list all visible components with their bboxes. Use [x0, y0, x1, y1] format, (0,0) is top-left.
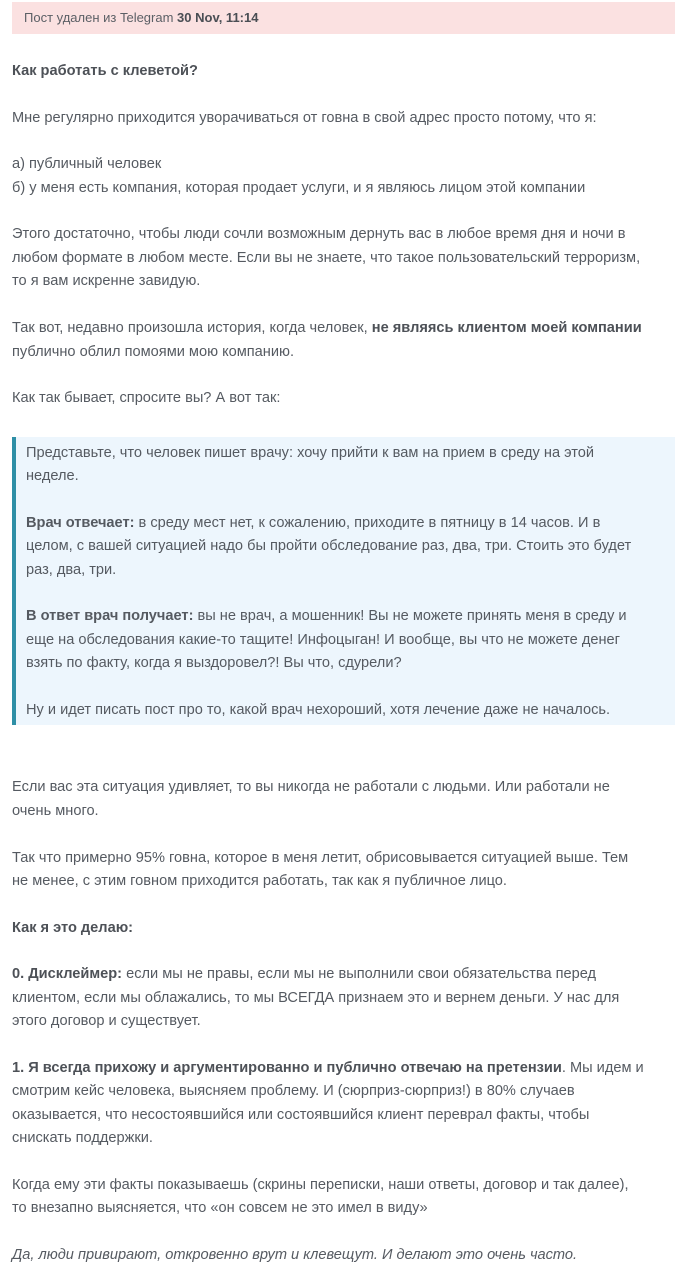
paragraph-line: клиентом, если мы облажались, то мы ВСЕГДА признаем это и вернем деньги. У нас для: [12, 990, 620, 1006]
quote-line: раз, два, три.: [26, 562, 117, 578]
list-item-a: а) публичный человек: [12, 156, 162, 172]
paragraph-line: 1. Я всегда прихожу и аргументированно и публично отвечаю на претензии. Мы идем и: [12, 1060, 644, 1076]
quote-line: еще на обследования какие-то тащите! Инфоцыган! И вообще, вы что не можете денег: [26, 632, 620, 648]
paragraph-line: Так что примерно 95% говна, которое в меня летит, обрисовывается ситуацией выше. Тем: [12, 850, 629, 866]
quote-line: взять по факту, когда я выздоровел?! Вы что, сдурели?: [26, 655, 402, 671]
doctor-receives-label: В ответ врач получает:: [26, 608, 194, 624]
paragraph-line: Если вас эта ситуация удивляет, то вы никогда не работали с людьми. Или работали не: [12, 779, 610, 795]
paragraph-question: Как так бывает, спросите вы? А вот так:: [12, 390, 281, 406]
list-item-b: б) у меня есть компания, которая продает услуги, и я являюсь лицом этой компании: [12, 180, 586, 196]
quote-line: Ну и идет писать пост про то, какой врач нехороший, хотя лечение даже не началось.: [26, 702, 611, 718]
quote-line: Представьте, что человек пишет врачу: хочу прийти к вам на прием в среду на этой: [26, 445, 595, 461]
paragraph-line: снискать поддержки.: [12, 1130, 153, 1146]
quote-line: целом, с вашей ситуацией надо бы пройти обследование раз, два, три. Стоить это будет: [26, 538, 632, 554]
paragraph-line: смотрим кейс человека, выясняем проблему. И (сюрприз-сюрприз!) в 80% случаев: [12, 1083, 575, 1099]
banner-text: Пост удален из Telegram: [24, 10, 178, 25]
quote-line: Врач отвечает: в среду мест нет, к сожалению, приходите в пятницу в 14 часов. И в: [26, 515, 601, 531]
banner-date: 30 Nov, 11:14: [177, 10, 259, 25]
bold-phrase: не являясь клиентом моей компании: [371, 320, 642, 336]
quote-line: В ответ врач получает: вы не врач, а мошенник! Вы не можете принять меня в среду и: [26, 608, 627, 624]
paragraph-line: 0. Дисклеймер: если мы не правы, если мы не выполнили свои обязательства перед: [12, 966, 597, 982]
quote-line: неделе.: [26, 468, 79, 484]
paragraph-line: то внезапно выясняется, что «он совсем не это имел в виду»: [12, 1200, 428, 1216]
section-heading: Как я это делаю:: [12, 920, 134, 936]
paragraph-line: публично облил помоями мою компанию.: [12, 344, 295, 360]
paragraph-line: любом формате в любом месте. Если вы не знаете, что такое пользовательский терроризм,: [12, 250, 641, 266]
paragraph-line: оказывается, что несостоявшийся или состоявшийся клиент переврал факты, чтобы: [12, 1107, 590, 1123]
italic-conclusion: Да, люди привирают, откровенно врут и клевещут. И делают это очень часто.: [12, 1247, 578, 1263]
paragraph-line: то я вам искренне завидую.: [12, 273, 201, 289]
deleted-post-banner: [12, 2, 675, 34]
disclaimer-label: 0. Дисклеймер:: [12, 966, 123, 982]
paragraph-line: Так вот, недавно произошла история, когда человек, не являясь клиентом моей компании: [12, 320, 642, 336]
quote-block: [12, 437, 675, 725]
paragraph-line: этого договор и существует.: [12, 1013, 201, 1029]
doctor-reply-label: Врач отвечает:: [26, 515, 135, 531]
paragraph-line: очень много.: [12, 803, 99, 819]
paragraph-intro: Мне регулярно приходится уворачиваться от говна в свой адрес просто потому, что я:: [12, 110, 597, 126]
paragraph-line: Когда ему эти факты показываешь (скрины переписки, наши ответы, договор и так далее),: [12, 1177, 629, 1193]
article-heading: Как работать с клеветой?: [12, 63, 198, 79]
paragraph-line: не менее, с этим говном приходится работать, так как я публичное лицо.: [12, 873, 507, 889]
paragraph-line: Этого достаточно, чтобы люди сочли возможным дернуть вас в любое время дня и ночи в: [12, 226, 626, 242]
step-one-label: 1. Я всегда прихожу и аргументированно и публично отвечаю на претензии: [12, 1060, 562, 1076]
